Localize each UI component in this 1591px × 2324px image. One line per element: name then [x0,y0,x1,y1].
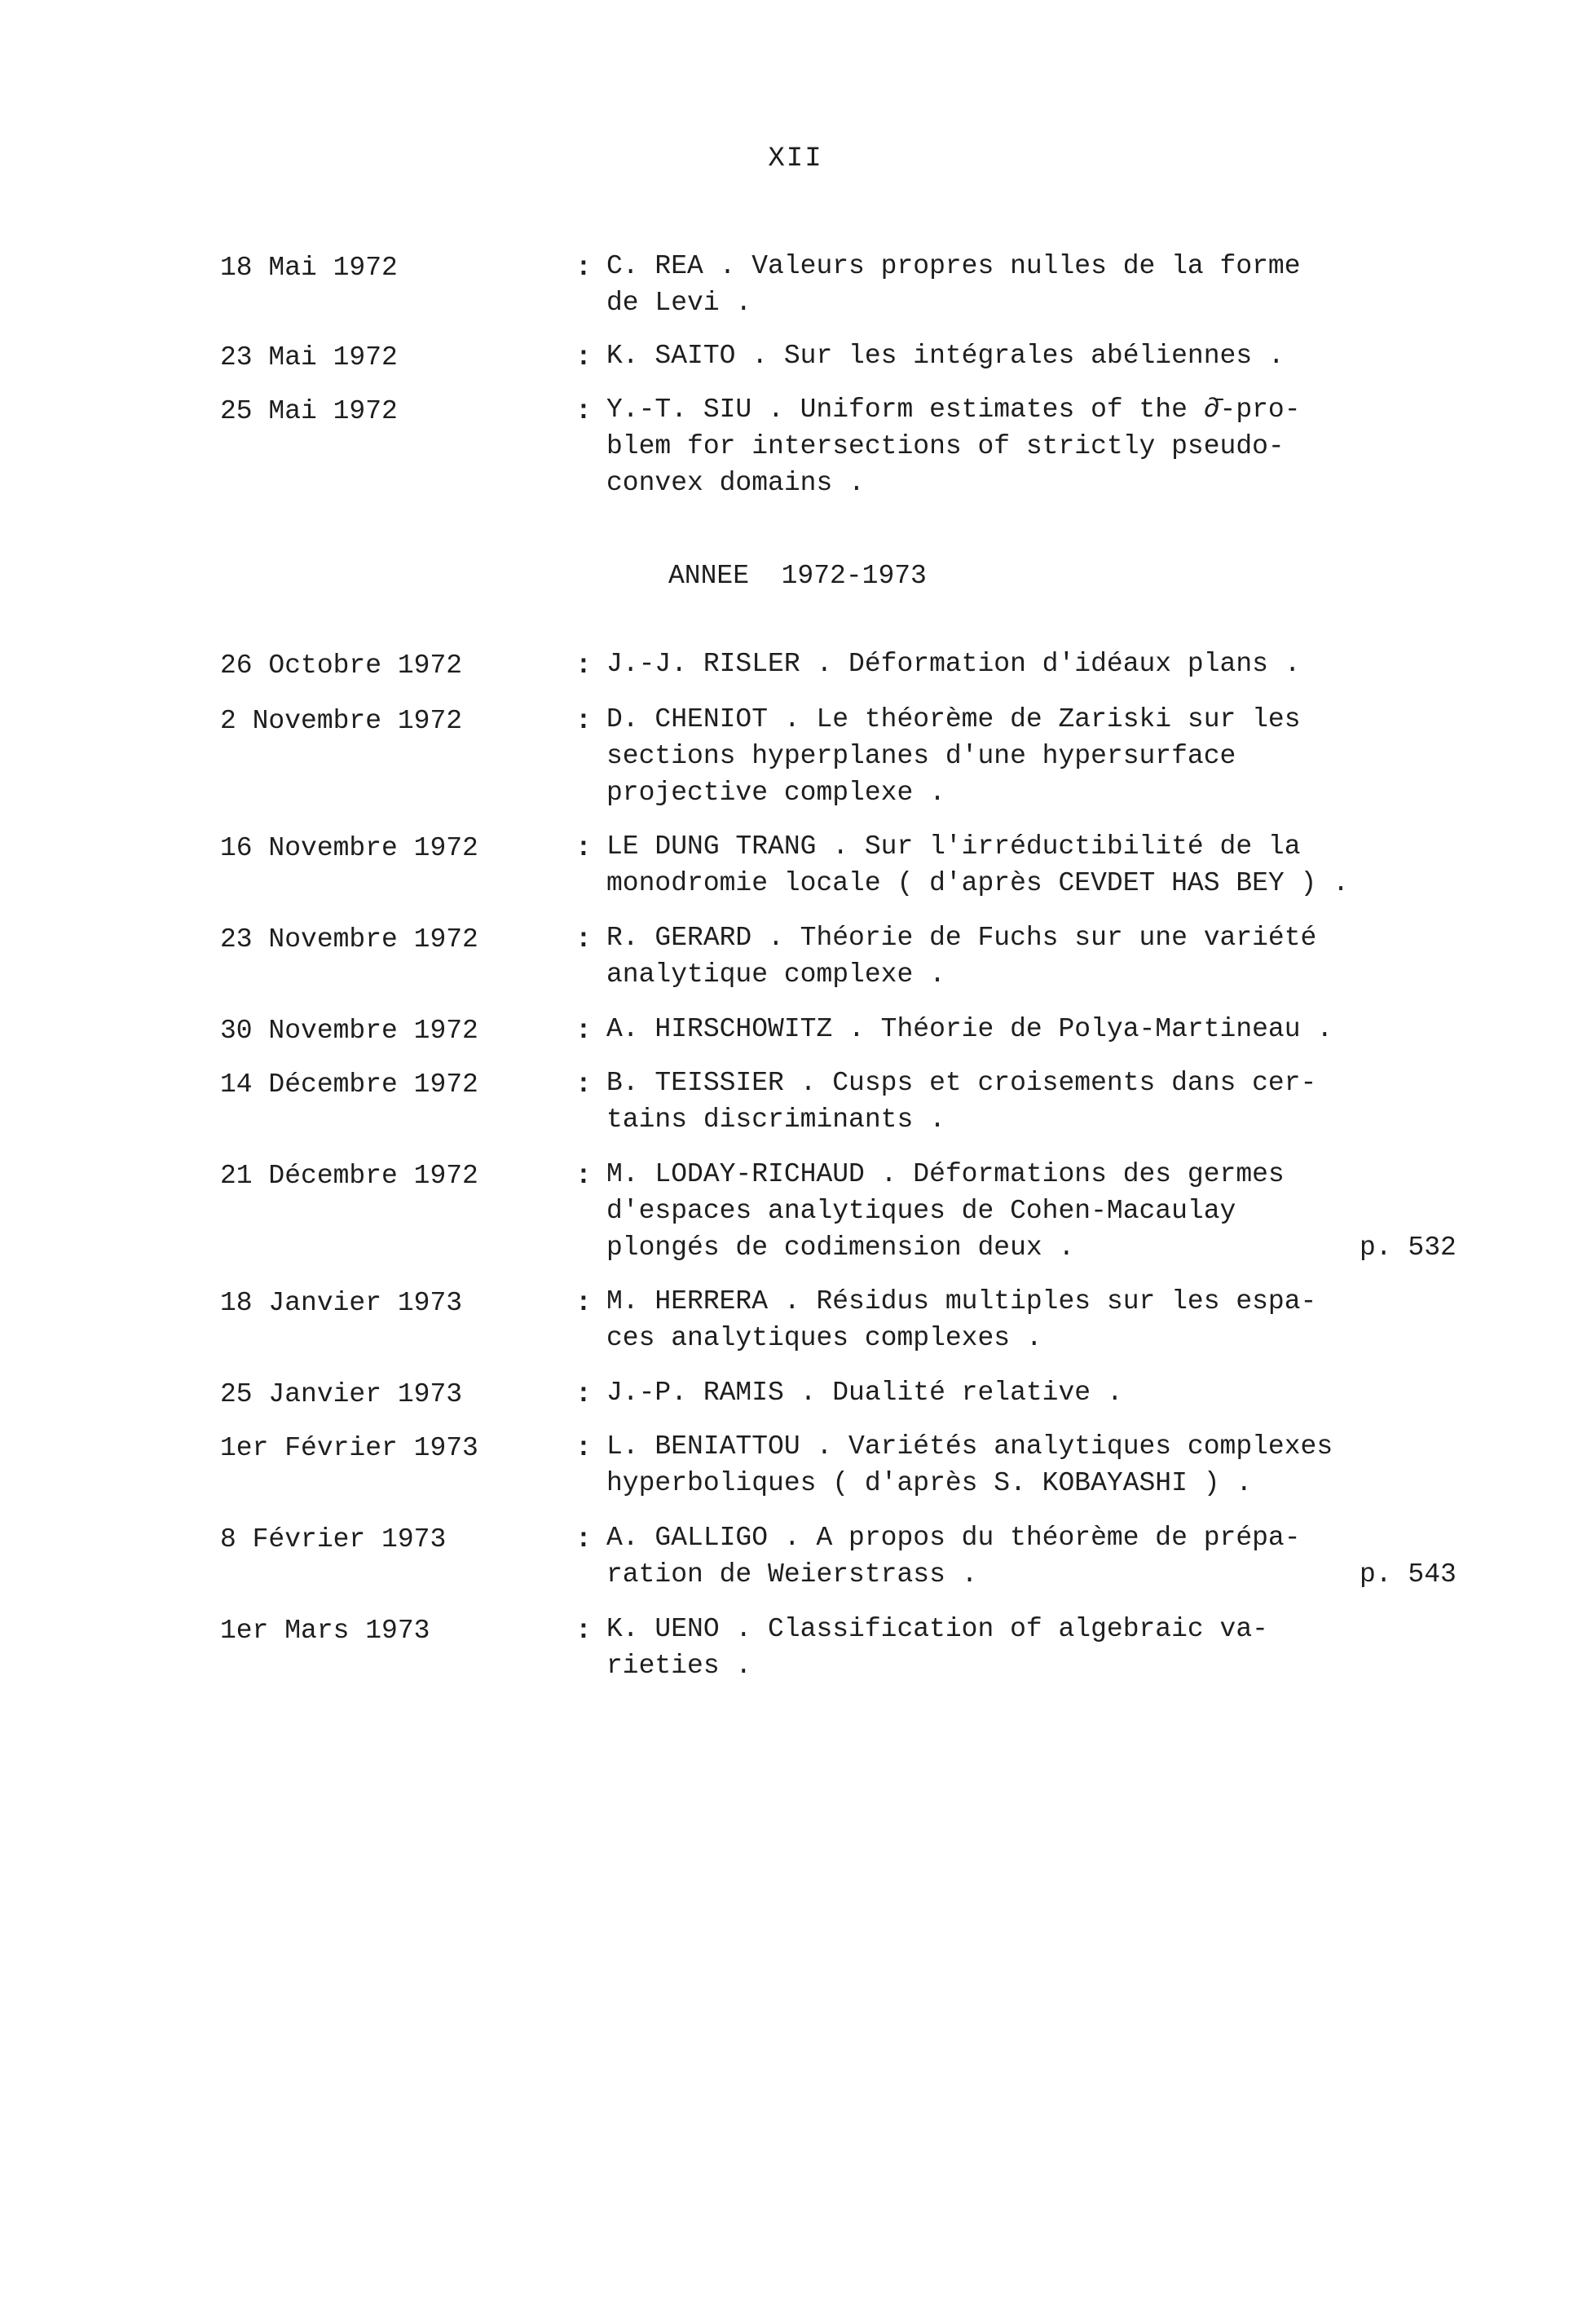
seminar-date: 23 Mai 1972 [220,342,398,373]
seminar-title-line: blem for intersections of strictly pseudo- [606,431,1285,461]
seminar-date: 25 Janvier 1973 [220,1379,463,1409]
year-heading: ANNEE 1972-1973 [668,561,927,591]
colon-separator: : [575,1524,592,1554]
seminar-title-line: sections hyperplanes d'une hypersurface [606,741,1236,771]
page-reference: p. 532 [1360,1233,1457,1263]
colon-separator: : [575,650,592,681]
seminar-title-line: monodromie locale ( d'après CEVDET HAS BEY ) . [606,868,1349,898]
seminar-title-line: K. SAITO . Sur les intégrales abéliennes . [606,341,1285,371]
colon-separator: : [575,1069,592,1100]
seminar-date: 16 Novembre 1972 [220,833,478,863]
seminar-title-line: M. HERRERA . Résidus multiples sur les espa- [606,1286,1317,1316]
seminar-title-line: K. UENO . Classification of algebraic va- [606,1614,1268,1644]
seminar-title-line: M. LODAY-RICHAUD . Déformations des germes [606,1159,1285,1189]
seminar-date: 23 Novembre 1972 [220,924,478,955]
colon-separator: : [575,1616,592,1646]
seminar-date: 18 Janvier 1973 [220,1288,463,1318]
seminar-title-line: convex domains . [606,468,865,498]
seminar-date: 14 Décembre 1972 [220,1069,478,1100]
seminar-title-line: R. GERARD . Théorie de Fuchs sur une variété [606,923,1317,953]
seminar-title-line: plongés de codimension deux . [606,1233,1075,1263]
colon-separator: : [575,396,592,426]
colon-separator: : [575,1379,592,1409]
seminar-title-line: D. CHENIOT . Le théorème de Zariski sur les [606,704,1301,734]
seminar-title-line: J.-P. RAMIS . Dualité relative . [606,1378,1123,1408]
seminar-date: 30 Novembre 1972 [220,1016,478,1046]
seminar-title-line: hyperboliques ( d'après S. KOBAYASHI ) . [606,1468,1253,1498]
colon-separator: : [575,833,592,863]
seminar-date: 8 Février 1973 [220,1524,447,1554]
seminar-title-line: A. HIRSCHOWITZ . Théorie de Polya-Martineau . [606,1014,1333,1044]
seminar-date: 25 Mai 1972 [220,396,398,426]
seminar-title-line: de Levi . [606,288,752,318]
seminar-title-line: B. TEISSIER . Cusps et croisements dans cer- [606,1068,1317,1098]
seminar-date: 1er Février 1973 [220,1433,478,1463]
seminar-title-line: LE DUNG TRANG . Sur l'irréductibilité de la [606,831,1301,862]
seminar-title-line: ces analytiques complexes . [606,1323,1042,1353]
seminar-title-line: rieties . [606,1651,752,1681]
seminar-title-line: J.-J. RISLER . Déformation d'idéaux plans . [606,649,1301,679]
seminar-date: 18 Mai 1972 [220,253,398,283]
colon-separator: : [575,924,592,955]
page-reference: p. 543 [1360,1559,1457,1590]
page-number: XII [768,143,823,174]
seminar-title-line: analytique complexe . [606,959,945,990]
seminar-title-line: A. GALLIGO . A propos du théorème de prépa- [606,1523,1301,1553]
seminar-date: 26 Octobre 1972 [220,650,463,681]
seminar-title-line: Y.-T. SIU . Uniform estimates of the ∂̄-pro- [606,395,1301,425]
colon-separator: : [575,1161,592,1191]
seminar-title-line: d'espaces analytiques de Cohen-Macaulay [606,1196,1236,1226]
seminar-title-line: projective complexe . [606,778,945,808]
colon-separator: : [575,342,592,373]
colon-separator: : [575,1288,592,1318]
seminar-date: 1er Mars 1973 [220,1616,430,1646]
seminar-title-line: C. REA . Valeurs propres nulles de la forme [606,251,1301,281]
seminar-title-line: tains discriminants . [606,1105,945,1135]
colon-separator: : [575,253,592,283]
colon-separator: : [575,706,592,736]
seminar-title-line: ration de Weierstrass . [606,1559,978,1590]
seminar-title-line: L. BENIATTOU . Variétés analytiques complexes [606,1431,1333,1462]
colon-separator: : [575,1016,592,1046]
seminar-date: 2 Novembre 1972 [220,706,463,736]
colon-separator: : [575,1433,592,1463]
seminar-date: 21 Décembre 1972 [220,1161,478,1191]
